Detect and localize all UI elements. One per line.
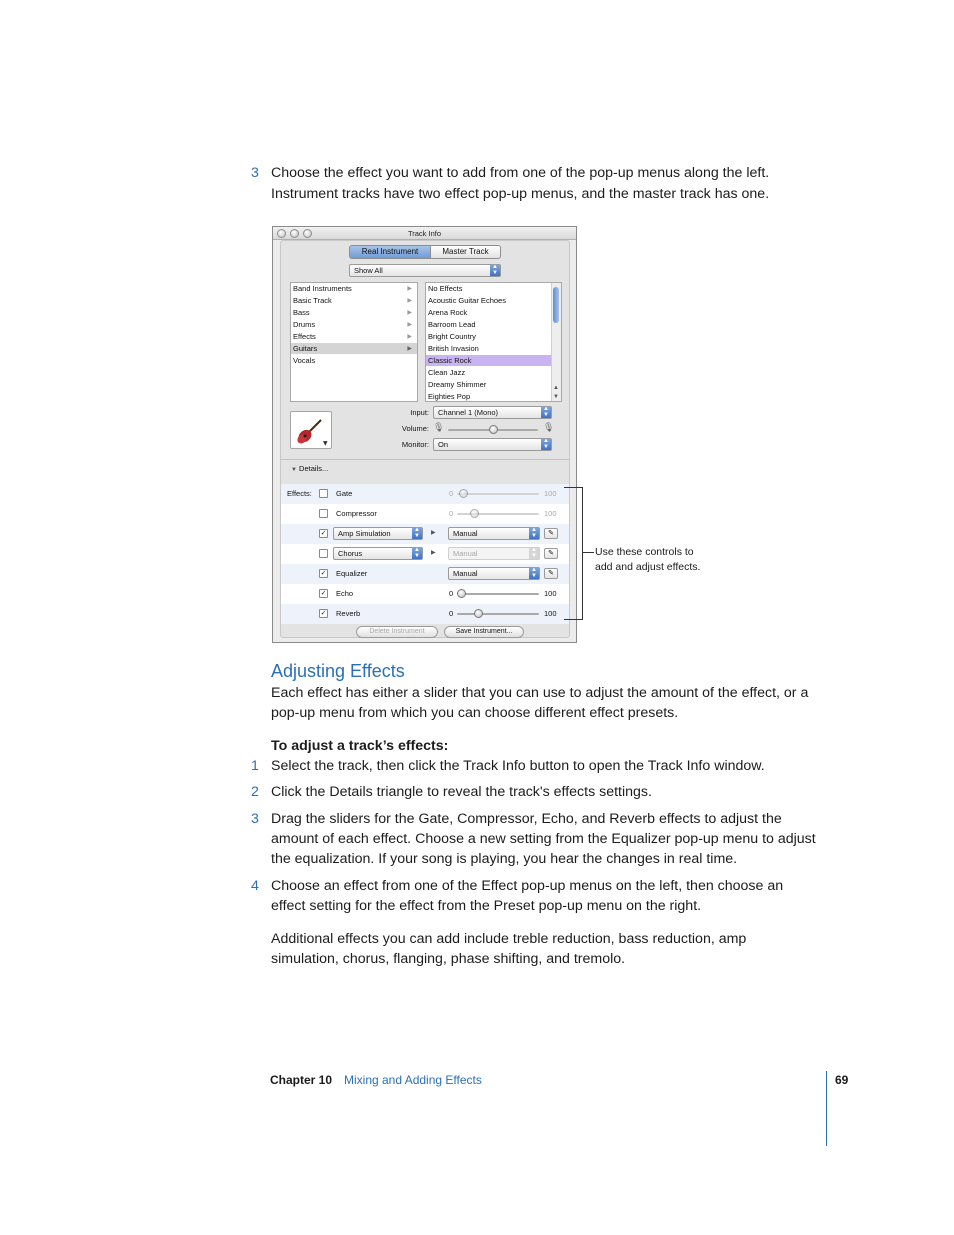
monitor-popup-value: On	[438, 440, 449, 449]
callout-text-line-1: Use these controls to	[595, 546, 694, 558]
category-list	[290, 282, 418, 402]
disclosure-arrow-icon: ▶	[407, 334, 412, 340]
scroll-down-icon[interactable]: ▼	[553, 394, 559, 400]
step-line: Select the track, then click the Track Info button to open the Track Info window.	[271, 758, 765, 774]
edit-pencil-icon[interactable]: ✎	[544, 548, 558, 559]
amp-simulation-checkbox[interactable]: ✓	[320, 530, 327, 537]
equalizer-label: Equalizer	[336, 569, 368, 578]
disclosure-arrow-icon: ▶	[407, 286, 412, 292]
category-item-selected[interactable]: Guitars ▶	[293, 344, 412, 353]
popup-arrows-icon: ▲ ▼	[412, 528, 422, 539]
chorus-popup-label: Chorus	[338, 549, 363, 558]
track-info-window	[272, 226, 577, 643]
monitor-popup[interactable]	[433, 438, 552, 451]
gate-label: Gate	[336, 489, 353, 498]
amp-simulation-preset-popup[interactable]	[448, 527, 540, 540]
reverb-checkbox[interactable]: ✓	[320, 610, 327, 617]
category-item[interactable]: Vocals	[293, 356, 316, 365]
preset-item[interactable]: No Effects	[428, 284, 463, 293]
tab-master-track[interactable]: Master Track	[430, 245, 501, 259]
step-line: Click the Details triangle to reveal the track's effects settings.	[271, 784, 652, 800]
volume-slider-knob[interactable]	[489, 425, 498, 434]
chorus-popup[interactable]	[333, 547, 423, 560]
step-line: effect setting for the effect from the Preset pop-up menu on the right.	[271, 898, 702, 914]
arrow-right-icon: ▶	[431, 530, 436, 536]
disclosure-arrow-icon: ▶	[407, 310, 412, 316]
effects-section	[281, 484, 569, 622]
chorus-preset-popup[interactable]	[448, 547, 540, 560]
tab-real-instrument[interactable]: Real Instrument	[349, 245, 431, 259]
step-line: Drag the sliders for the Gate, Compressor, Echo, and Reverb effects to adjust the	[271, 811, 782, 827]
paragraph-line: Additional effects you can add include treble reduction, bass reduction, amp	[271, 931, 747, 947]
reverb-label: Reverb	[336, 609, 361, 618]
echo-label: Echo	[336, 589, 354, 598]
preset-item[interactable]: Barroom Lead	[428, 320, 476, 329]
divider	[281, 459, 569, 460]
compressor-checkbox[interactable]	[319, 509, 328, 518]
disclosure-arrow-icon: ▶	[407, 322, 412, 328]
category-item[interactable]: Band Instruments ▶	[293, 284, 412, 293]
amp-simulation-preset-value: Manual	[453, 529, 478, 538]
category-item[interactable]: Bass ▶	[293, 308, 412, 317]
scroll-up-icon[interactable]: ▲	[553, 385, 559, 391]
chorus-preset-value: Manual	[453, 549, 478, 558]
footer-divider	[826, 1071, 827, 1146]
details-disclosure[interactable]	[291, 464, 328, 473]
intro-step-line-1: Choose the effect you want to add from one of the pop-up menus along the left.	[271, 165, 770, 181]
show-all-popup-label: Show All	[354, 266, 383, 275]
task-heading: To adjust a track’s effects:	[271, 738, 449, 754]
footer-chapter-title: Mixing and Adding Effects	[344, 1073, 482, 1087]
step-number: 1	[251, 758, 259, 774]
preset-item[interactable]: Acoustic Guitar Echoes	[428, 296, 506, 305]
preset-item[interactable]: Arena Rock	[428, 308, 468, 317]
category-item[interactable]: Basic Track ▶	[293, 296, 412, 305]
disclosure-arrow-icon: ▶	[407, 346, 412, 352]
callout-line	[582, 552, 594, 553]
echo-min: 0	[449, 589, 454, 598]
disclosure-arrow-icon: ▶	[407, 298, 412, 304]
svg-text:▼: ▼	[323, 440, 328, 447]
edit-pencil-icon[interactable]: ✎	[544, 528, 558, 539]
input-label: Input:	[410, 408, 429, 417]
intro-step-line-2: Instrument tracks have two effect pop-up menus, and the master track has one.	[271, 186, 770, 202]
equalizer-preset-value: Manual	[453, 569, 478, 578]
popup-arrows-icon: ▲ ▼	[541, 439, 551, 450]
amp-simulation-popup-label: Amp Simulation	[338, 529, 391, 538]
step-line: Choose an effect from one of the Effect pop-up menus on the left, then choose an	[271, 878, 784, 894]
scrollbar-thumb[interactable]	[553, 287, 559, 323]
preset-scrollbar[interactable]	[551, 283, 561, 401]
compressor-slider-knob[interactable]	[470, 509, 479, 518]
save-instrument-button[interactable]: Save Instrument...	[444, 626, 524, 638]
instrument-icon-well[interactable]	[290, 411, 332, 449]
paragraph-line: pop-up menu from which you can choose different effect presets.	[271, 705, 679, 721]
gate-slider-track[interactable]	[457, 493, 539, 495]
reverb-min: 0	[449, 609, 454, 618]
edit-pencil-icon[interactable]: ✎	[544, 568, 558, 579]
window-titlebar	[273, 227, 576, 240]
popup-arrows-icon: ▲ ▼	[541, 407, 551, 418]
delete-instrument-button[interactable]: Delete Instrument	[356, 626, 438, 638]
compressor-min: 0	[449, 509, 454, 518]
equalizer-checkbox[interactable]: ✓	[320, 570, 327, 577]
callout-text-line-2: add and adjust effects.	[595, 561, 701, 573]
popup-arrows-icon: ▲ ▼	[529, 568, 539, 579]
callout-bracket	[564, 487, 583, 620]
category-item[interactable]: Drums ▶	[293, 320, 412, 329]
step-line: amount of each effect. Choose a new setting from the Equalizer pop-up menu to adjust	[271, 831, 816, 847]
step-number: 3	[251, 165, 259, 181]
paragraph-line: simulation, chorus, flanging, phase shifting, and tremolo.	[271, 951, 626, 967]
reverb-max: 100	[544, 609, 557, 618]
reverb-slider-knob[interactable]	[474, 609, 483, 618]
gate-slider-knob[interactable]	[459, 489, 468, 498]
popup-arrows-icon: ▲ ▼	[490, 265, 500, 276]
track-info-panel	[280, 240, 570, 638]
reverb-slider-track[interactable]	[457, 613, 539, 615]
preset-list	[425, 282, 562, 402]
echo-max: 100	[544, 589, 557, 598]
echo-checkbox[interactable]: ✓	[320, 590, 327, 597]
arrow-right-icon: ▶	[431, 550, 436, 556]
details-label: Details...	[299, 464, 329, 473]
amp-simulation-popup[interactable]	[333, 527, 423, 540]
popup-arrows-icon: ▲ ▼	[529, 528, 539, 539]
echo-slider-track[interactable]	[457, 593, 539, 595]
guitar-icon	[291, 412, 331, 448]
equalizer-preset-popup[interactable]	[448, 567, 540, 580]
volume-label: Volume:	[401, 424, 429, 433]
echo-slider-knob[interactable]	[457, 589, 466, 598]
preset-item-selected[interactable]: Classic Rock	[428, 356, 472, 365]
step-number: 2	[251, 784, 259, 800]
footer-chapter: Chapter 10	[270, 1073, 333, 1087]
preset-item[interactable]: British Invasion	[428, 344, 479, 353]
preset-item[interactable]: Clean Jazz	[428, 368, 466, 377]
volume-low-icon: 🎙	[433, 422, 445, 432]
volume-high-icon: 🎙	[543, 422, 555, 432]
gate-max: 100	[544, 489, 557, 498]
category-item[interactable]: Effects ▶	[293, 332, 412, 341]
preset-item[interactable]: Eighties Pop	[428, 392, 471, 401]
chorus-checkbox[interactable]	[319, 549, 328, 558]
popup-arrows-icon: ▲ ▼	[412, 548, 422, 559]
popup-arrows-icon: ▲ ▼	[529, 548, 539, 559]
gate-checkbox[interactable]	[319, 489, 328, 498]
preset-item[interactable]: Dreamy Shimmer	[428, 380, 487, 389]
show-all-popup[interactable]	[349, 264, 501, 277]
disclosure-triangle-icon: ▼	[291, 467, 297, 473]
step-number: 4	[251, 878, 259, 894]
compressor-max: 100	[544, 509, 557, 518]
paragraph-line: Each effect has either a slider that you can use to adjust the amount of the effect, or a	[271, 685, 809, 701]
gate-min: 0	[449, 489, 454, 498]
preset-item[interactable]: Bright Country	[428, 332, 476, 341]
step-number: 3	[251, 811, 259, 827]
section-heading: Adjusting Effects	[271, 661, 405, 681]
input-popup[interactable]	[433, 406, 552, 419]
step-line: the equalization. If your song is playing, you hear the changes in real time.	[271, 851, 738, 867]
effects-label: Effects:	[287, 489, 312, 498]
compressor-label: Compressor	[336, 509, 377, 518]
page-number: 69	[835, 1073, 849, 1087]
window-title: Track Info	[407, 229, 442, 238]
monitor-label: Monitor:	[401, 440, 429, 449]
input-popup-value: Channel 1 (Mono)	[438, 408, 499, 417]
